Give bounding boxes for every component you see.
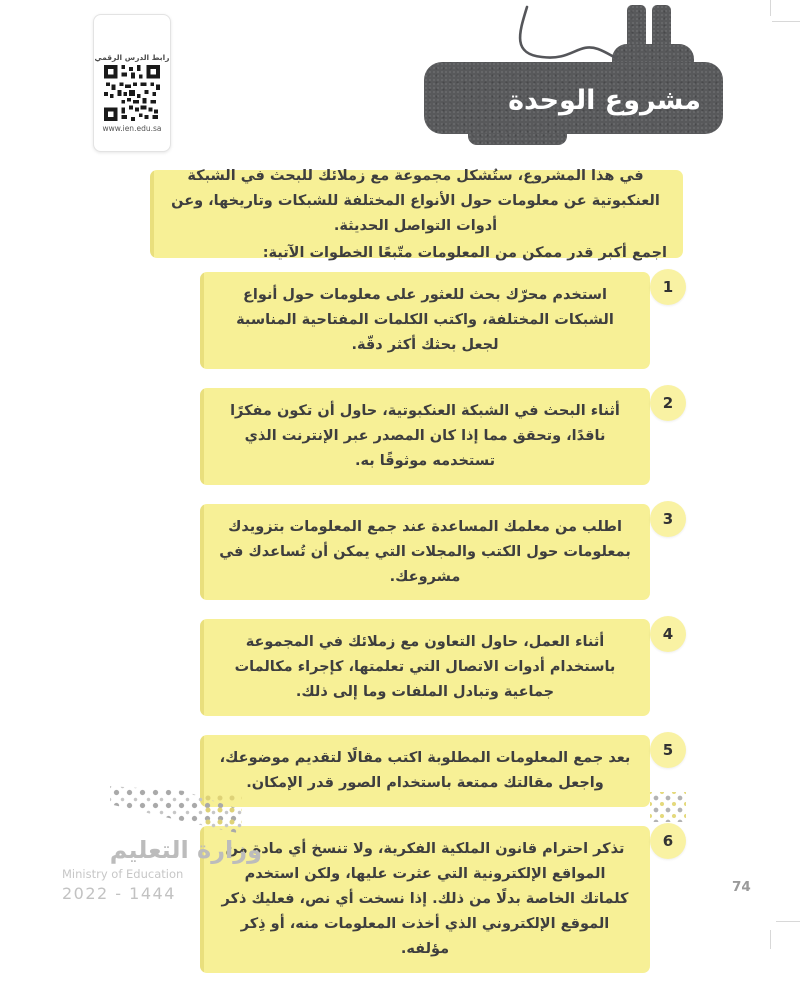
step-text: اطلب من معلمك المساعدة عند جمع المعلومات بتزويدك بمعلومات حول الكتب والمجلات التي يمكن أن تُساعدك في مشروعك. — [200, 504, 650, 601]
step-number: 1 — [662, 278, 674, 296]
steps-list — [200, 272, 686, 992]
page-number: 74 — [732, 879, 751, 895]
step-row — [200, 619, 686, 716]
lesson-link-label: رابط الدرس الرقمي — [94, 53, 170, 62]
page-corner-mark-top-right — [770, 0, 771, 16]
step-row — [200, 735, 686, 807]
edition-years: 2022 - 1444 — [62, 884, 176, 903]
step-row — [200, 826, 686, 973]
ministry-logo-english: Ministry of Education — [62, 867, 184, 881]
intro-paragraph: في هذا المشروع، ستُشكل مجموعة مع زملائك للبحث في الشبكة العنكبوتية عن معلومات حول الأنواع المختلفة للشبكات وتاريخها، وعن أدوات التواصل الحديثة. — [171, 167, 660, 234]
step-number: 6 — [662, 832, 674, 851]
step-number: 3 — [662, 509, 674, 528]
step-text: تذكر احترام قانون الملكية الفكرية، ولا تنسخ أي مادة من المواقع الإلكترونية التي عثرت عليها، ولكن استخدم كلماتك الخاصة بدلًا من ذلك. إذا نسخت أي نص، فعليك ذكر الموقع الإلكتروني الذي أخذت المعلومات منه، أو ذِكر مؤلفه. — [200, 826, 650, 973]
step-text: أثناء البحث في الشبكة العنكبوتية، حاول أن تكون مفكرًا ناقدًا، وتحقق مما إذا كان المصدر عبر الإنترنت الذي تستخدمه موثوقًا به. — [200, 388, 650, 485]
step-row — [200, 504, 686, 601]
step-text: أثناء العمل، حاول التعاون مع زملائك في المجموعة باستخدام أدوات الاتصال التي تعلمتها، كإجراء مكالمات جماعية وتبادل الملفات وما إلى ذلك. — [200, 619, 650, 716]
step-number-badge — [650, 385, 686, 421]
step-row — [200, 388, 686, 485]
page-title: مشروع الوحدة — [508, 84, 701, 116]
step-number-badge — [650, 269, 686, 305]
lesson-link-card — [93, 14, 171, 152]
page-corner-mark-bottom-right — [776, 921, 800, 922]
plug-wire-icon — [498, 0, 638, 70]
step-number: 5 — [662, 741, 674, 760]
dots-decoration — [650, 792, 686, 822]
step-text: استخدم محرّك بحث للعثور على معلومات حول أنواع الشبكات المختلفة، واكتب الكلمات المفتاحية المناسبة لجعل بحثك أكثر دقّة. — [200, 272, 650, 369]
step-text: بعد جمع المعلومات المطلوبة اكتب مقالًا لتقديم موضوعك، واجعل مقالتك ممتعة باستخدام الصور قدر الإمكان. — [200, 735, 650, 807]
page-corner-mark-bottom-right — [770, 930, 771, 949]
step-number: 2 — [662, 393, 674, 412]
step-row — [200, 272, 686, 369]
intro-block — [150, 167, 683, 262]
step-number-badge — [650, 823, 686, 859]
intro-instruction: اجمع أكبر قدر ممكن من المعلومات متّبعًا الخطوات الآتية: — [262, 245, 667, 262]
ministry-logo-arabic: وزارة التعليم — [109, 836, 262, 864]
qr-code-icon — [104, 65, 160, 121]
unit-project-banner — [424, 62, 723, 134]
dots-decoration — [202, 792, 242, 826]
step-number-badge — [650, 501, 686, 537]
ministry-footer — [62, 836, 262, 903]
page-corner-mark-top-right — [772, 21, 800, 22]
step-number-badge — [650, 732, 686, 768]
step-number-badge — [650, 616, 686, 652]
step-number: 4 — [662, 625, 674, 644]
lesson-link-url: www.ien.edu.sa — [102, 124, 162, 133]
